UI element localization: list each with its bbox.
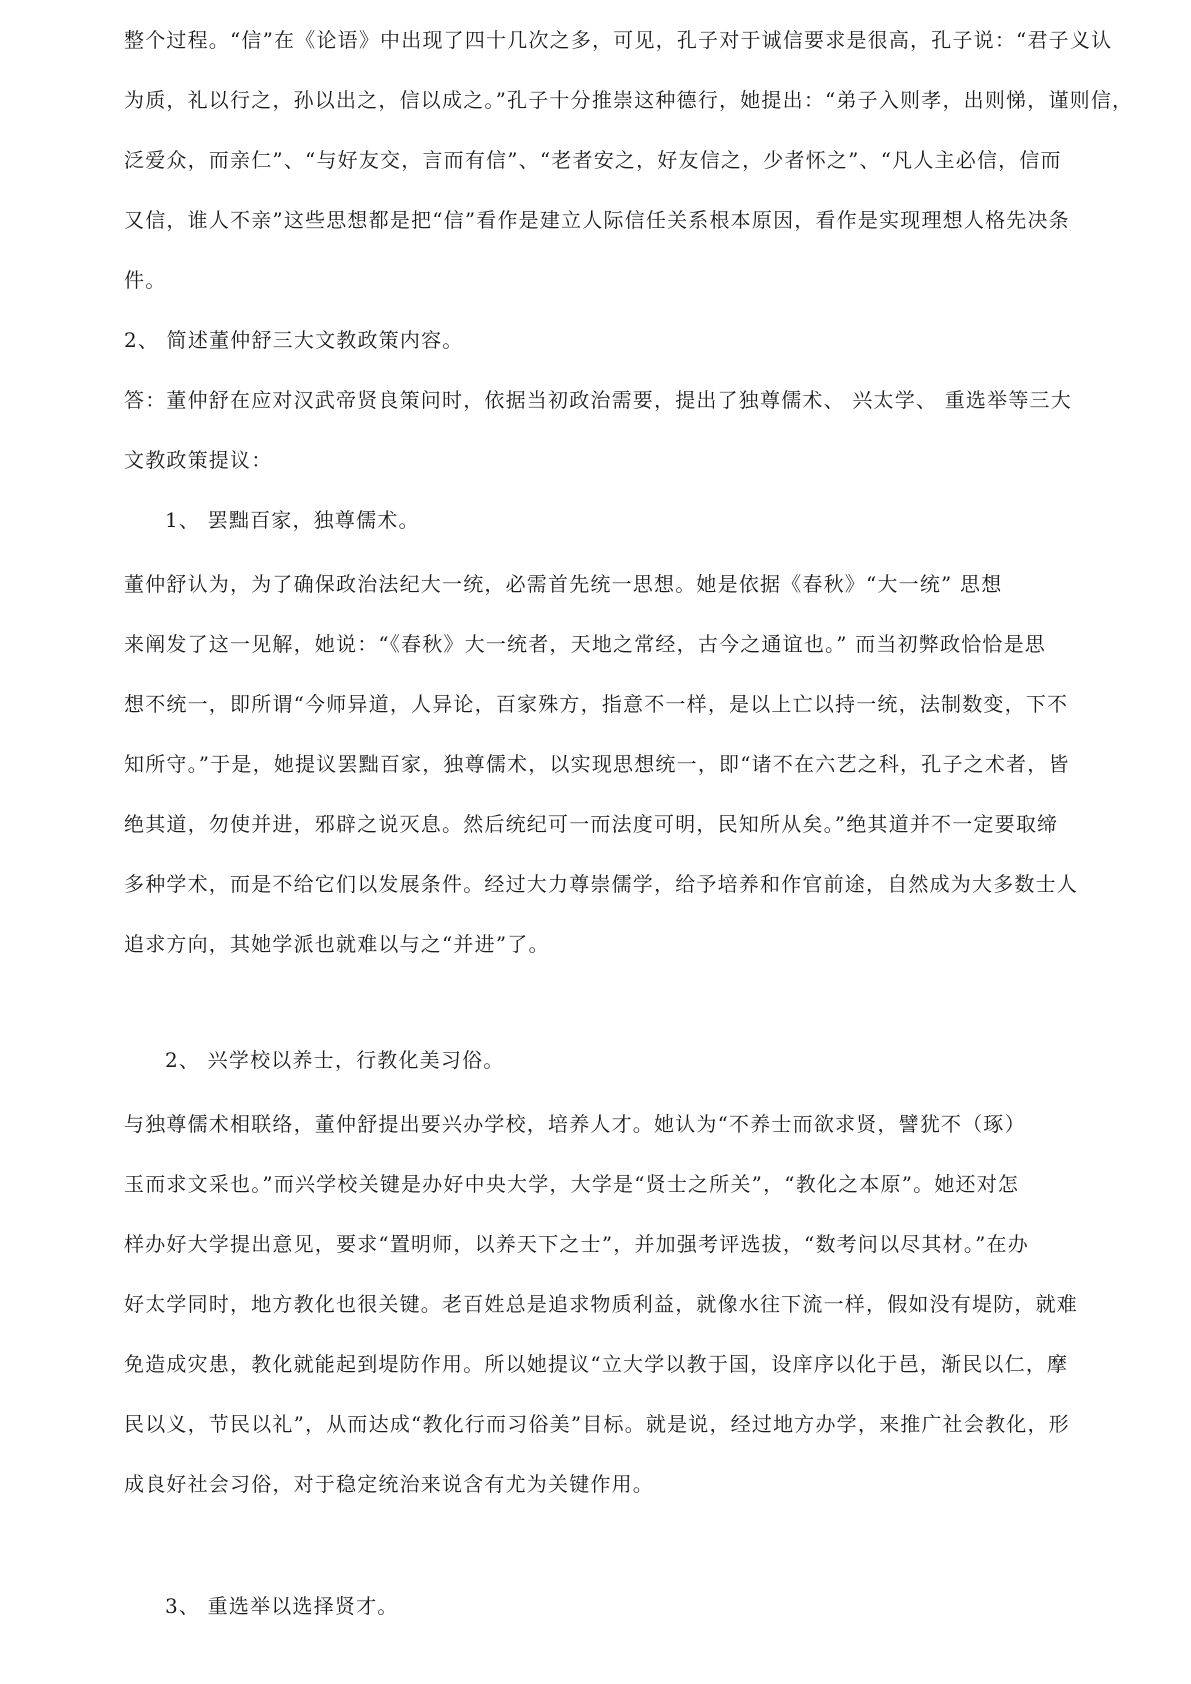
text-line: 件。 <box>124 268 167 292</box>
text-line: 样办好大学提出意见，要求“置明师，以养天下之士”，并加强考评选拔，“数考问以尽其材。”在办 <box>124 1232 1029 1256</box>
text-line: 民以义，节民以礼”，从而达成“教化行而习俗美”目标。就是说，经过地方办学，来推广社会教化，形 <box>124 1412 1070 1436</box>
text-line: 文教政策提议： <box>124 448 273 472</box>
text-line: 免造成灾患，教化就能起到堤防作用。所以她提议“立大学以教于国，设庠序以化于邑，渐民以仁，摩 <box>124 1352 1069 1376</box>
section-heading: 3、 重选举以选择贤才。 <box>165 1594 399 1618</box>
section-heading: 2、 兴学校以养士，行教化美习俗。 <box>165 1048 505 1072</box>
text-line: 好太学同时，地方教化也很关键。老百姓总是追求物质利益，就像水往下流一样，假如没有堤防，就难 <box>124 1292 1078 1316</box>
text-line: 来阐发了这一见解，她说：“《春秋》大一统者，天地之常经，古今之通谊也。” 而当初弊政恰恰是思 <box>124 632 1047 656</box>
text-line: 又信，谁人不亲”这些思想都是把“信”看作是建立人际信任关系根本原因，看作是实现理想人格先决条 <box>124 208 1070 232</box>
text-line: 董仲舒认为，为了确保政治法纪大一统，必需首先统一思想。她是依据《春秋》“大一统” 思想 <box>124 572 1003 596</box>
text-line: 知所守。”于是，她提议罢黜百家，独尊儒术，以实现思想统一，即“诸不在六艺之科，孔子之术者，皆 <box>124 752 1070 776</box>
text-line: 泛爱众，而亲仁”、“与好友交，言而有信”、“老者安之，好友信之，少者怀之”、“凡人主必信，信而 <box>124 148 1062 172</box>
text-line: 想不统一，即所谓“今师异道，人异论，百家殊方，指意不一样，是以上亡以持一统，法制数变，下不 <box>124 692 1069 716</box>
section-heading: 1、 罢黜百家，独尊儒术。 <box>165 508 420 532</box>
text-line: 成良好社会习俗，对于稳定统治来说含有尤为关键作用。 <box>124 1472 654 1496</box>
text-line: 与独尊儒术相联络，董仲舒提出要兴办学校，培养人才。她认为“不养士而欲求贤，譬犹不（琢） <box>124 1112 1026 1136</box>
text-line: 追求方向，其她学派也就难以与之“并进”了。 <box>124 932 550 956</box>
question-heading: 2、 简述董仲舒三大文教政策内容。 <box>124 328 464 352</box>
text-line: 整个过程。“信”在《论语》中出现了四十几次之多，可见，孔子对于诚信要求是很高，孔子说：“君子义认 <box>124 28 1113 52</box>
text-line: 为质，礼以行之，孙以出之，信以成之。”孔子十分推崇这种德行，她提出：“弟子入则孝，出则悌，谨则信， <box>124 88 1134 112</box>
text-line: 多种学术，而是不给它们以发展条件。经过大力尊崇儒学，给予培养和作官前途，自然成为大多数士人 <box>124 872 1078 896</box>
text-line: 绝其道，勿使并进，邪辟之说灭息。然后统纪可一而法度可明，民知所从矣。”绝其道并不一定要取缔 <box>124 812 1059 836</box>
text-line: 玉而求文采也。”而兴学校关键是办好中央大学，大学是“贤士之所关”，“教化之本原”。她还对怎 <box>124 1172 1020 1196</box>
text-line: 答：董仲舒在应对汉武帝贤良策问时，依据当初政治需要，提出了独尊儒术、 兴太学、 重选举等三大 <box>124 388 1072 412</box>
